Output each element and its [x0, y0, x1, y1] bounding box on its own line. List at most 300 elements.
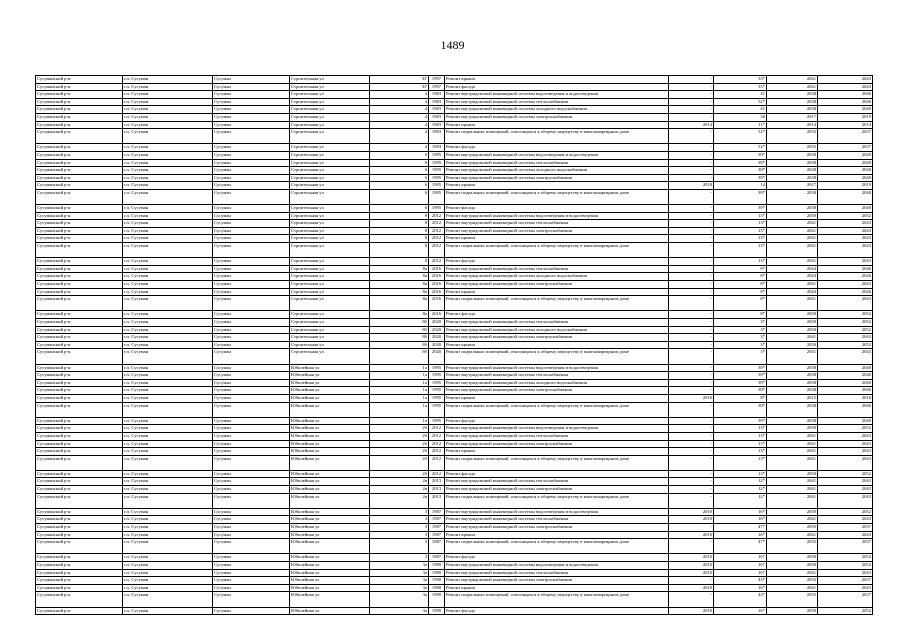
cell-plan-end-year: 2046: [818, 288, 873, 296]
cell-settlement: г.п. Сусуман: [123, 379, 213, 387]
cell-settlement: г.п. Сусуман: [123, 508, 213, 516]
cell-build-year: 2016: [429, 311, 445, 319]
cell-plan-start-year: 2041: [767, 493, 818, 508]
cell-district: Сусуманский р-н: [36, 448, 123, 456]
cell-street: Строительная ул: [290, 182, 370, 190]
cell-locality: Сусуман: [213, 569, 290, 577]
cell-build-year: 1990: [429, 592, 445, 607]
cell-build-year: 2020: [429, 319, 445, 327]
cell-last-repair-year: -: [669, 106, 714, 114]
cell-street: Юбилейная ул: [290, 562, 370, 570]
cell-wear-years: 3*: [714, 334, 767, 342]
cell-build-year: 1995: [429, 364, 445, 372]
cell-wear-years: 8*: [714, 281, 767, 289]
cell-work-type: Ремонт подвальных помещений, относящихся к общему имуществу в многоквартирном доме: [445, 402, 669, 417]
cell-work-type: Ремонт внутридомовой инженерной системы теплоснабжения: [445, 319, 669, 327]
cell-district: Сусуманский р-н: [36, 607, 123, 615]
cell-wear-years: 30: [714, 113, 767, 121]
cell-wear-years: 13*: [714, 470, 767, 478]
cell-plan-start-year: 2041: [767, 220, 818, 228]
cell-plan-end-year: 2043: [818, 531, 873, 539]
table-row: [36, 220, 873, 228]
cell-work-type: Ремонт фасада: [445, 144, 669, 152]
cell-locality: Сусуман: [213, 106, 290, 114]
cell-district: Сусуманский р-н: [36, 144, 123, 152]
cell-house-number: 3а: [370, 569, 429, 577]
table-row: [36, 364, 873, 372]
cell-plan-end-year: 2040: [818, 159, 873, 167]
table-row: [36, 577, 873, 585]
cell-district: Сусуманский р-н: [36, 182, 123, 190]
cell-district: Сусуманский р-н: [36, 281, 123, 289]
cell-plan-end-year: 2040: [818, 174, 873, 182]
cell-wear-years: 39*: [714, 417, 767, 425]
cell-work-type: Ремонт внутридомовой инженерной системы холодного водоснабжения: [445, 273, 669, 281]
cell-last-repair-year: 2010: [669, 531, 714, 539]
cell-plan-end-year: 2043: [818, 569, 873, 577]
cell-district: Сусуманский р-н: [36, 478, 123, 486]
cell-locality: Сусуман: [213, 83, 290, 91]
cell-last-repair-year: -: [669, 493, 714, 508]
cell-settlement: г.п. Сусуман: [123, 425, 213, 433]
cell-locality: Сусуман: [213, 167, 290, 175]
table-row: [36, 569, 873, 577]
cell-locality: Сусуман: [213, 478, 290, 486]
cell-locality: Сусуман: [213, 539, 290, 554]
cell-work-type: Ремонт внутридомовой инженерной системы водоотведения и водоотведения: [445, 151, 669, 159]
cell-locality: Сусуман: [213, 425, 290, 433]
cell-last-repair-year: 2010: [669, 554, 714, 562]
cell-plan-start-year: 2038: [767, 205, 818, 213]
cell-last-repair-year: -: [669, 281, 714, 289]
cell-district: Сусуманский р-н: [36, 334, 123, 342]
cell-plan-end-year: 2043: [818, 76, 873, 84]
cell-wear-years: 13*: [714, 425, 767, 433]
cell-locality: Сусуман: [213, 524, 290, 532]
cell-street: Юбилейная ул: [290, 577, 370, 585]
cell-house-number: 1а: [370, 372, 429, 380]
cell-work-type: Ремонт крыши: [445, 448, 669, 456]
cell-house-number: 8б: [370, 341, 429, 349]
cell-plan-end-year: 2052: [818, 425, 873, 433]
cell-district: Сусуманский р-н: [36, 326, 123, 334]
cell-plan-end-year: 2052: [818, 554, 873, 562]
cell-wear-years: 16*: [714, 569, 767, 577]
cell-street: Юбилейная ул: [290, 493, 370, 508]
cell-plan-start-year: 2041: [767, 235, 818, 243]
cell-street: Юбилейная ул: [290, 508, 370, 516]
cell-district: Сусуманский р-н: [36, 319, 123, 327]
cell-build-year: 2012: [429, 243, 445, 258]
cell-plan-start-year: 2041: [767, 569, 818, 577]
cell-work-type: Ремонт фасада: [445, 417, 669, 425]
cell-street: Строительная ул: [290, 113, 370, 121]
cell-street: Строительная ул: [290, 83, 370, 91]
cell-plan-start-year: 2038: [767, 159, 818, 167]
cell-wear-years: 39*: [714, 151, 767, 159]
cell-work-type: Ремонт крыши: [445, 531, 669, 539]
cell-work-type: Ремонт подвальных помещений, относящихся к общему имуществу в многоквартирном доме: [445, 539, 669, 554]
cell-house-number: 3: [370, 531, 429, 539]
cell-wear-years: 16*: [714, 508, 767, 516]
cell-district: Сусуманский р-н: [36, 425, 123, 433]
cell-house-number: 4: [370, 144, 429, 152]
cell-street: Юбилейная ул: [290, 584, 370, 592]
cell-wear-years: 3*: [714, 319, 767, 327]
cell-wear-years: 12*: [714, 478, 767, 486]
cell-build-year: 1987: [429, 508, 445, 516]
cell-work-type: Ремонт крыши: [445, 76, 669, 84]
cell-house-number: 4: [370, 98, 429, 106]
cell-locality: Сусуман: [213, 508, 290, 516]
cell-plan-end-year: 2043: [818, 584, 873, 592]
cell-plan-start-year: 2017: [767, 182, 818, 190]
cell-wear-years: 3*: [714, 341, 767, 349]
cell-plan-end-year: 2043: [818, 448, 873, 456]
cell-locality: Сусуман: [213, 243, 290, 258]
cell-house-number: 2б: [370, 425, 429, 433]
cell-plan-end-year: 2046: [818, 265, 873, 273]
cell-street: Юбилейная ул: [290, 470, 370, 478]
cell-work-type: Ремонт внутридомовой инженерной системы электроснабжения: [445, 113, 669, 121]
cell-plan-end-year: 2043: [818, 258, 873, 266]
cell-locality: Сусуман: [213, 258, 290, 266]
cell-plan-start-year: 2041: [767, 455, 818, 470]
cell-locality: Сусуман: [213, 554, 290, 562]
cell-work-type: Ремонт подвальных помещений, относящихся к общему имуществу в многоквартирном доме: [445, 592, 669, 607]
cell-plan-start-year: 2017: [767, 113, 818, 121]
table-row: [36, 121, 873, 129]
cell-settlement: г.п. Сусуман: [123, 387, 213, 395]
cell-work-type: Ремонт подвальных помещений, относящихся к общему имуществу в многоквартирном доме: [445, 129, 669, 144]
cell-locality: Сусуман: [213, 417, 290, 425]
cell-house-number: 3а: [370, 584, 429, 592]
cell-last-repair-year: -: [669, 440, 714, 448]
cell-wear-years: 39*: [714, 364, 767, 372]
cell-street: Строительная ул: [290, 296, 370, 311]
table-row: [36, 592, 873, 607]
cell-wear-years: 13*: [714, 212, 767, 220]
cell-wear-years: 8*: [714, 296, 767, 311]
cell-plan-end-year: 2043: [818, 493, 873, 508]
cell-house-number: 8б: [370, 319, 429, 327]
cell-plan-start-year: 2041: [767, 448, 818, 456]
cell-build-year: 1995: [429, 379, 445, 387]
cell-settlement: г.п. Сусуман: [123, 448, 213, 456]
cell-build-year: 2012: [429, 235, 445, 243]
cell-settlement: г.п. Сусуман: [123, 516, 213, 524]
cell-settlement: г.п. Сусуман: [123, 524, 213, 532]
cell-street: Строительная ул: [290, 98, 370, 106]
cell-district: Сусуманский р-н: [36, 531, 123, 539]
cell-plan-start-year: 2035: [767, 524, 818, 532]
cell-build-year: 2012: [429, 432, 445, 440]
cell-wear-years: 3*: [714, 326, 767, 334]
cell-last-repair-year: 2010: [669, 569, 714, 577]
cell-district: Сусуманский р-н: [36, 265, 123, 273]
cell-locality: Сусуман: [213, 98, 290, 106]
cell-work-type: Ремонт внутридомовой инженерной системы холодного водоснабжения: [445, 326, 669, 334]
cell-build-year: 1983: [429, 91, 445, 99]
cell-plan-start-year: 2044: [767, 265, 818, 273]
cell-locality: Сусуман: [213, 455, 290, 470]
cell-plan-end-year: 2040: [818, 167, 873, 175]
cell-street: Строительная ул: [290, 189, 370, 204]
cell-last-repair-year: 2010: [669, 516, 714, 524]
cell-plan-end-year: 2046: [818, 273, 873, 281]
cell-settlement: г.п. Сусуман: [123, 220, 213, 228]
cell-work-type: Ремонт внутридомовой инженерной системы электроснабжения: [445, 486, 669, 494]
cell-plan-start-year: 2035: [767, 144, 818, 152]
cell-district: Сусуманский р-н: [36, 98, 123, 106]
cell-plan-end-year: 2052: [818, 341, 873, 349]
cell-locality: Сусуман: [213, 159, 290, 167]
cell-house-number: 3: [370, 539, 429, 554]
cell-plan-end-year: 2052: [818, 562, 873, 570]
cell-plan-start-year: 2041: [767, 258, 818, 266]
cell-district: Сусуманский р-н: [36, 189, 123, 204]
table-row: [36, 326, 873, 334]
cell-plan-start-year: 2050: [767, 311, 818, 319]
cell-house-number: 6: [370, 205, 429, 213]
cell-work-type: Ремонт внутридомовой инженерной системы теплоснабжения: [445, 372, 669, 380]
cell-district: Сусуманский р-н: [36, 524, 123, 532]
cell-locality: Сусуман: [213, 493, 290, 508]
table-row: [36, 205, 873, 213]
cell-plan-end-year: 2043: [818, 516, 873, 524]
cell-last-repair-year: 2010: [669, 562, 714, 570]
table-row: [36, 531, 873, 539]
cell-last-repair-year: 2016: [669, 394, 714, 402]
cell-plan-end-year: 2037: [818, 129, 873, 144]
cell-house-number: 2в: [370, 486, 429, 494]
cell-house-number: 1а: [370, 387, 429, 395]
cell-work-type: Ремонт внутридомовой инженерной системы теплоснабжения: [445, 220, 669, 228]
cell-last-repair-year: -: [669, 577, 714, 585]
cell-build-year: 2020: [429, 326, 445, 334]
cell-work-type: Ремонт внутридомовой инженерной системы холодного водоснабжения: [445, 379, 669, 387]
table-row: [36, 76, 873, 84]
cell-last-repair-year: -: [669, 311, 714, 319]
table-row: [36, 402, 873, 417]
cell-build-year: 2012: [429, 212, 445, 220]
cell-street: Юбилейная ул: [290, 440, 370, 448]
cell-settlement: г.п. Сусуман: [123, 486, 213, 494]
cell-work-type: Ремонт внутридомовой инженерной системы электроснабжения: [445, 524, 669, 532]
cell-district: Сусуманский р-н: [36, 379, 123, 387]
cell-work-type: Ремонт подвальных помещений, относящихся к общему имуществу в многоквартирном доме: [445, 243, 669, 258]
cell-plan-start-year: 2035: [767, 592, 818, 607]
cell-settlement: г.п. Сусуман: [123, 341, 213, 349]
table-row: [36, 113, 873, 121]
cell-locality: Сусуман: [213, 265, 290, 273]
cell-district: Сусуманский р-н: [36, 402, 123, 417]
table-row: [36, 265, 873, 273]
cell-settlement: г.п. Сусуман: [123, 562, 213, 570]
cell-last-repair-year: -: [669, 151, 714, 159]
cell-settlement: г.п. Сусуман: [123, 91, 213, 99]
cell-plan-start-year: 2014: [767, 121, 818, 129]
cell-last-repair-year: -: [669, 455, 714, 470]
cell-street: Строительная ул: [290, 319, 370, 327]
cell-settlement: г.п. Сусуман: [123, 205, 213, 213]
cell-last-repair-year: -: [669, 470, 714, 478]
cell-plan-end-year: 2037: [818, 144, 873, 152]
cell-build-year: 1995: [429, 372, 445, 380]
cell-work-type: Ремонт фасада: [445, 83, 669, 91]
cell-plan-start-year: 2041: [767, 516, 818, 524]
cell-plan-end-year: 2043: [818, 220, 873, 228]
cell-house-number: 2в: [370, 478, 429, 486]
cell-settlement: г.п. Сусуман: [123, 288, 213, 296]
cell-street: Юбилейная ул: [290, 425, 370, 433]
cell-last-repair-year: -: [669, 364, 714, 372]
cell-last-repair-year: -: [669, 425, 714, 433]
cell-street: Строительная ул: [290, 205, 370, 213]
cell-build-year: 1990: [429, 607, 445, 615]
cell-house-number: 2б: [370, 432, 429, 440]
cell-build-year: 1983: [429, 113, 445, 121]
cell-plan-end-year: 2052: [818, 326, 873, 334]
cell-plan-end-year: 2043: [818, 281, 873, 289]
table-row: [36, 379, 873, 387]
cell-locality: Сусуман: [213, 516, 290, 524]
cell-plan-end-year: 2052: [818, 607, 873, 615]
cell-district: Сусуманский р-н: [36, 577, 123, 585]
cell-build-year: 2012: [429, 440, 445, 448]
cell-locality: Сусуман: [213, 144, 290, 152]
cell-build-year: 1990: [429, 562, 445, 570]
cell-settlement: г.п. Сусуман: [123, 432, 213, 440]
table-row: [36, 98, 873, 106]
cell-plan-start-year: 2041: [767, 349, 818, 364]
table-row: [36, 349, 873, 364]
cell-wear-years: 41: [714, 106, 767, 114]
cell-house-number: 2б: [370, 440, 429, 448]
cell-house-number: 3Г: [370, 83, 429, 91]
cell-house-number: 8: [370, 235, 429, 243]
cell-build-year: 2020: [429, 341, 445, 349]
cell-plan-start-year: 2041: [767, 76, 818, 84]
table-row: [36, 281, 873, 289]
cell-wear-years: 52*: [714, 129, 767, 144]
cell-last-repair-year: -: [669, 326, 714, 334]
cell-wear-years: 13*: [714, 258, 767, 266]
cell-street: Юбилейная ул: [290, 448, 370, 456]
cell-build-year: 1995: [429, 417, 445, 425]
cell-work-type: Ремонт фасада: [445, 205, 669, 213]
cell-plan-start-year: 2041: [767, 440, 818, 448]
cell-work-type: Ремонт внутридомовой инженерной системы электроснабжения: [445, 281, 669, 289]
cell-work-type: Ремонт крыши: [445, 584, 669, 592]
cell-wear-years: 13*: [714, 432, 767, 440]
cell-district: Сусуманский р-н: [36, 432, 123, 440]
cell-house-number: 3а: [370, 592, 429, 607]
cell-district: Сусуманский р-н: [36, 364, 123, 372]
cell-district: Сусуманский р-н: [36, 167, 123, 175]
cell-last-repair-year: -: [669, 159, 714, 167]
cell-build-year: 1983: [429, 106, 445, 114]
cell-wear-years: 39*: [714, 174, 767, 182]
cell-last-repair-year: -: [669, 265, 714, 273]
cell-plan-start-year: 2050: [767, 319, 818, 327]
cell-locality: Сусуман: [213, 372, 290, 380]
cell-wear-years: 33*: [714, 76, 767, 84]
cell-street: Строительная ул: [290, 227, 370, 235]
cell-plan-end-year: 2043: [818, 349, 873, 364]
cell-wear-years: 16*: [714, 516, 767, 524]
cell-district: Сусуманский р-н: [36, 470, 123, 478]
cell-district: Сусуманский р-н: [36, 174, 123, 182]
cell-plan-start-year: 2044: [767, 288, 818, 296]
cell-street: Строительная ул: [290, 281, 370, 289]
cell-plan-start-year: 2041: [767, 281, 818, 289]
table-row: [36, 470, 873, 478]
cell-build-year: 1995: [429, 174, 445, 182]
cell-street: Строительная ул: [290, 76, 370, 84]
page-number: 1489: [440, 38, 465, 52]
cell-wear-years: 39*: [714, 379, 767, 387]
cell-last-repair-year: 2010: [669, 607, 714, 615]
cell-settlement: г.п. Сусуман: [123, 235, 213, 243]
cell-build-year: 1990: [429, 577, 445, 585]
cell-house-number: 6: [370, 174, 429, 182]
cell-wear-years: 16*: [714, 562, 767, 570]
cell-street: Юбилейная ул: [290, 387, 370, 395]
cell-plan-start-year: 2015: [767, 394, 818, 402]
table-row: [36, 455, 873, 470]
cell-last-repair-year: -: [669, 273, 714, 281]
cell-wear-years: 39*: [714, 189, 767, 204]
cell-locality: Сусуман: [213, 432, 290, 440]
cell-settlement: г.п. Сусуман: [123, 129, 213, 144]
cell-work-type: Ремонт подвальных помещений, относящихся к общему имуществу в многоквартирном доме: [445, 493, 669, 508]
cell-build-year: 2012: [429, 220, 445, 228]
cell-plan-end-year: 2037: [818, 524, 873, 532]
cell-last-repair-year: -: [669, 205, 714, 213]
cell-house-number: 1а: [370, 417, 429, 425]
cell-house-number: 3Г: [370, 76, 429, 84]
cell-district: Сусуманский р-н: [36, 455, 123, 470]
table-row: [36, 607, 873, 615]
cell-house-number: 3: [370, 516, 429, 524]
cell-locality: Сусуман: [213, 448, 290, 456]
cell-wear-years: 3*: [714, 349, 767, 364]
cell-build-year: 2020: [429, 334, 445, 342]
cell-locality: Сусуман: [213, 440, 290, 448]
cell-work-type: Ремонт крыши: [445, 288, 669, 296]
cell-plan-end-year: 2037: [818, 577, 873, 585]
cell-street: Юбилейная ул: [290, 607, 370, 615]
cell-plan-start-year: 2041: [767, 531, 818, 539]
cell-street: Юбилейная ул: [290, 394, 370, 402]
cell-plan-start-year: 2038: [767, 151, 818, 159]
cell-settlement: г.п. Сусуман: [123, 227, 213, 235]
cell-house-number: 6: [370, 159, 429, 167]
cell-house-number: 6: [370, 151, 429, 159]
cell-street: Строительная ул: [290, 341, 370, 349]
cell-plan-end-year: 2037: [818, 539, 873, 554]
cell-plan-end-year: 2040: [818, 205, 873, 213]
cell-settlement: г.п. Сусуман: [123, 440, 213, 448]
table-row: [36, 394, 873, 402]
cell-last-repair-year: -: [669, 129, 714, 144]
cell-house-number: 4: [370, 91, 429, 99]
cell-locality: Сусуман: [213, 349, 290, 364]
cell-plan-end-year: 2052: [818, 470, 873, 478]
cell-build-year: 2012: [429, 227, 445, 235]
cell-settlement: г.п. Сусуман: [123, 531, 213, 539]
